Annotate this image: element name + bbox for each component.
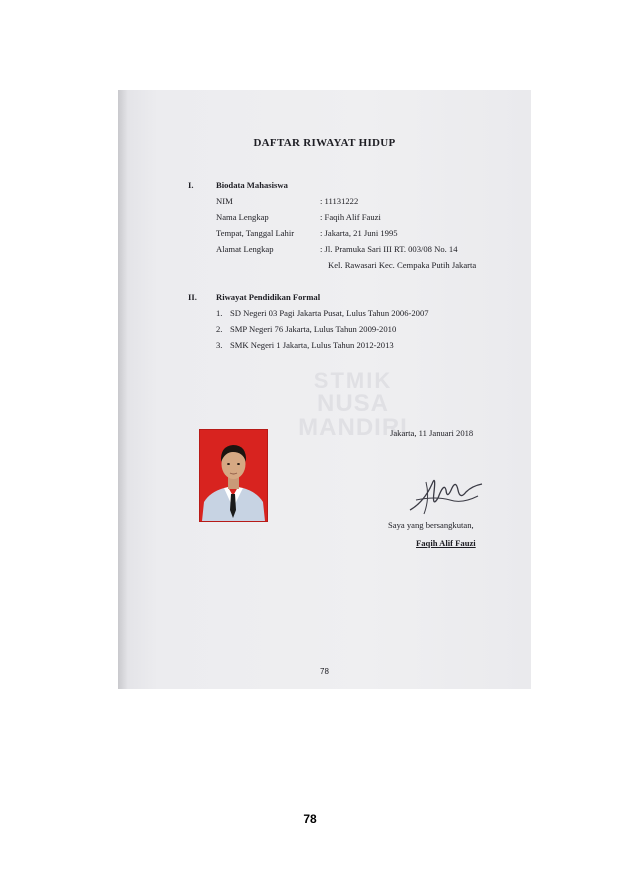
page-number: 78 <box>303 812 317 826</box>
full-name-value: : Faqih Alif Fauzi <box>320 212 381 222</box>
scanned-page <box>118 90 531 689</box>
section1-number: I. <box>188 180 194 190</box>
birth-label: Tempat, Tanggal Lahir <box>216 228 295 238</box>
section2-number: II. <box>188 292 197 302</box>
education-item: SD Negeri 03 Pagi Jakarta Pusat, Lulus Tahun 2006-2007 <box>230 308 429 318</box>
nim-label: NIM <box>216 196 233 206</box>
document-title: DAFTAR RIWAYAT HIDUP <box>253 137 396 149</box>
watermark-logo: STMIK NUSA MANDIRI <box>298 368 408 441</box>
full-name-label: Nama Lengkap <box>216 212 269 222</box>
education-item: SMP Negeri 76 Jakarta, Lulus Tahun 2009-2010 <box>230 324 397 334</box>
education-item-number: 2. <box>216 324 223 334</box>
signer-name: Faqih Alif Fauzi <box>416 538 476 548</box>
address-label: Alamat Lengkap <box>216 244 274 254</box>
inner-page-number: 78 <box>320 667 329 676</box>
person-portrait-icon <box>200 430 267 521</box>
birth-value: : Jakarta, 21 Juni 1995 <box>320 228 398 238</box>
education-item-number: 3. <box>216 340 223 350</box>
address-line2: Kel. Rawasari Kec. Cempaka Putih Jakarta <box>328 260 477 270</box>
place-date: Jakarta, 11 Januari 2018 <box>390 428 474 438</box>
section2-heading: Riwayat Pendidikan Formal <box>216 292 321 302</box>
closing-text: Saya yang bersangkutan, <box>388 520 474 530</box>
education-item-number: 1. <box>216 308 223 318</box>
nim-value: : 11131222 <box>320 196 359 206</box>
address-value: : Jl. Pramuka Sari III RT. 003/08 No. 14 <box>320 244 458 254</box>
signature-icon <box>406 470 486 518</box>
profile-photo <box>199 429 268 522</box>
education-item: SMK Negeri 1 Jakarta, Lulus Tahun 2012-2013 <box>230 340 394 350</box>
section1-heading: Biodata Mahasiswa <box>216 180 288 190</box>
